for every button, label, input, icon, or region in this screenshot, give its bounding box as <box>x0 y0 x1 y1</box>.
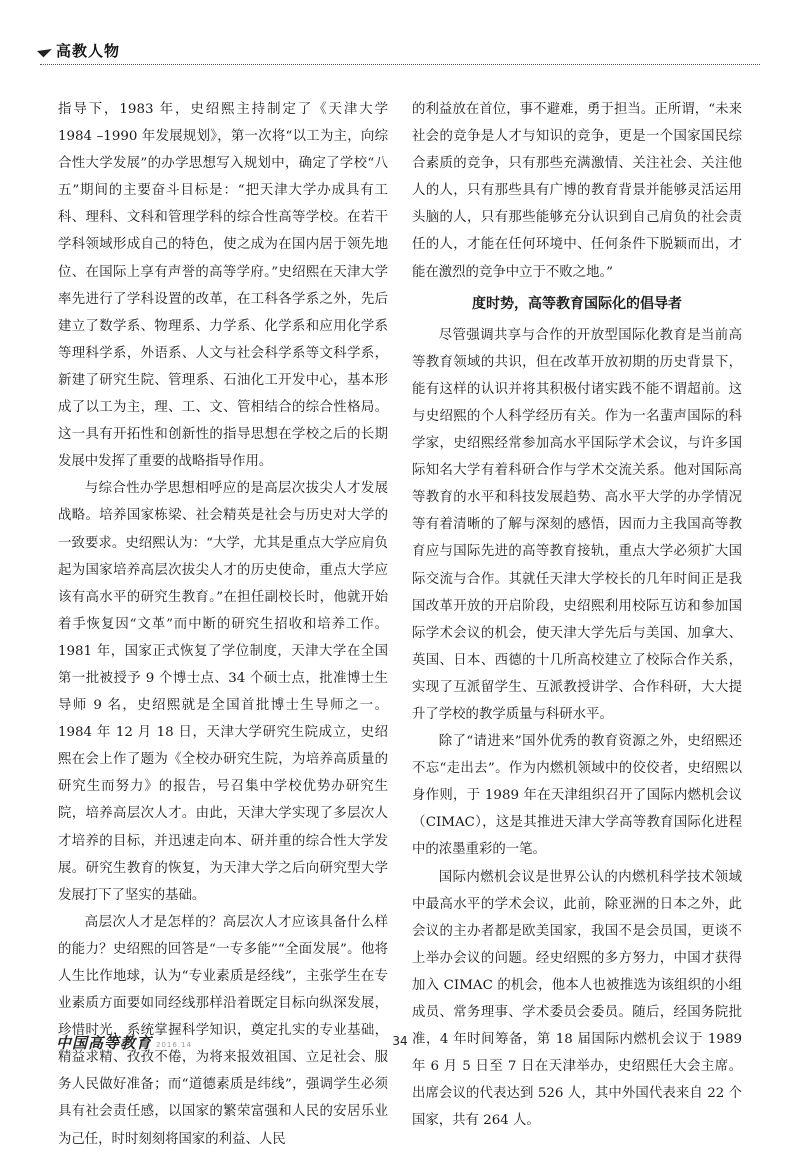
left-column <box>58 96 388 1153</box>
section-marker-icon <box>37 43 52 58</box>
journal-logo-text: 中国高等教育 <box>56 1034 153 1052</box>
paragraph: 尽管强调共享与合作的开放型国际化教育是当前高等教育领域的共识，但在改革开放初期的历史背景下，能有这样的认识并将其积极付诸实践不能不谓超前。这与史绍熙的个人科学经历有关。作为一名蜚声国际的科学家，史绍熙经常参加高水平国际学术会议，与许多国际知名大学有着科研合作与学术交流关系。他对国际高等教育的水平和科技发展趋势、高水平大学的办学情况等有着清晰的了解与深刻的感悟，因而力主我国高等教育应与国际先进的高等教育接轨，重点大学必须扩大国际交流与合作。其就任天津大学校长的几年时间正是我国改革开放的开启阶段，史绍熙利用校际互访和参加国际学术会议的机会，使天津大学先后与美国、加拿大、英国、日本、西德的十几所高校建立了校际合作关系，实现了互派留学生、互派教授讲学、合作科研，大大提升了学校的教学质量与科研水平。 <box>412 327 742 722</box>
paragraph: 与综合性办学思想相呼应的是高层次拔尖人才发展战略。培养国家栋梁、社会精英是社会与历史对大学的一致要求。史绍熙认为：“大学，尤其是重点大学应肩负起为国家培养高层次拔尖人才的历史使命，重点大学应该有高水平的研究生教育。”在担任副校长时，他就开始着手恢复因“文革”而中断的研究生招收和培养工作。1981 年，国家正式恢复了学位制度，天津大学在全国第一批被授予 9 个博士点、34 个硕士点，批准博士生导师 9 名，史绍熙就是全国首批博士生导师之一。1984 年 12 月 18 日，天津大学研究生院成立，史绍熙在会上作了题为《全校办研究生院，为培养高质量的研究生而努力》的报告，号召集中学校优势办研究生院，培养高层次人才。由此，天津大学实现了多层次人才培养的目标，并迅速走向本、研并重的综合性大学发展。研究生教育的恢复，为天津大学之后向研究型大学发展打下了坚实的基础。 <box>58 481 388 903</box>
page-number: 34 <box>392 1034 408 1048</box>
header-divider <box>40 64 760 65</box>
right-column <box>412 96 742 1134</box>
page-header <box>40 34 760 74</box>
section-title: 高教人物 <box>56 42 121 60</box>
paragraph: 的利益放在首位，事不避难，勇于担当。正所谓，“未来社会的竞争是人才与知识的竞争，更是一个国家国民综合素质的竞争，只有那些充满激情、关注社会、关注他人的人，只有那些具有广博的教育背景并能够灵活运用头脑的人，只有那些能够充分认识到自己肩负的社会责任的人，才能在任何环境中、任何条件下脱颖而出，才能在激烈的竞争中立于不败之地。” <box>412 102 742 280</box>
issue-number: 2016.14 <box>156 1041 192 1049</box>
section-heading: 度时势，高等教育国际化的倡导者 <box>472 295 682 312</box>
paragraph: 高层次人才是怎样的？高层次人才应该具备什么样的能力？史绍熙的回答是“一专多能”“全面发展”。他将人生比作地球，认为“专业素质是经线”，主张学生在专业素质方面要如同经线那样沿着既定目标向纵深发展，珍惜时光，系统掌握科学知识，奠定扎实的专业基础，精益求精、孜孜不倦，为将来报效祖国、立足社会、服务人民做好准备；而“道德素质是纬线”，强调学生必须具有社会责任感，以国家的繁荣富强和人民的安居乐业为己任，时时刻刻将国家的利益、人民 <box>58 914 388 1147</box>
paragraph: 除了“请进来”国外优秀的教育资源之外，史绍熙还不忘“走出去”。作为内燃机领域中的佼佼者，史绍熙以身作则，于 1989 年在天津组织召开了国际内燃机会议（CIMAC），这是其推进天津大学高等教育国际化进程中的浓墨重彩的一笔。 <box>412 734 742 858</box>
paragraph: 指导下，1983 年，史绍熙主持制定了《天津大学 1984 –1990 年发展规划》，第一次将“以工为主，向综合性大学发展”的办学思想写入规划中，确定了学校“八五”期间的主要奋斗目标是：“把天津大学办成具有工科、理科、文科和管理学科的综合性高等学校。在若干学科领域形成自己的特色，使之成为在国内居于领先地位、在国际上享有声誉的高等学府。”史绍熙在天津大学率先进行了学科设置的改革，在工科各学系之外，先后建立了数学系、物理系、力学系、化学系和应用化学系等理科学系，外语系、人文与社会科学系等文科学系，新建了研究生院、管理系、石油化工开发中心，基本形成了以工为主，理、工、文、管相结合的综合性格局。这一具有开拓性和创新性的指导思想在学校之后的长期发展中发挥了重要的战略指导作用。 <box>58 102 388 470</box>
paragraph: 国际内燃机会议是世界公认的内燃机科学技术领域中最高水平的学术会议，此前，除亚洲的日本之外，此会议的主办者都是欧美国家，我国不是会员国，更谈不上举办会议的问题。经史绍熙的多方努力，中国才获得加入 CIMAC 的机会，他本人也被推选为该组织的小组成员、常务理事、学术委员会委员。随后，经国务院批准，4 年时间筹备，第 18 届国际内燃机会议于 1989 年 6 月 5 日至 7 日在天津举办，史绍熙任大会主席。出席会议的代表达到 526 人，其中外国代表来自 22 个国家，共有 264 人。 <box>412 869 742 1129</box>
